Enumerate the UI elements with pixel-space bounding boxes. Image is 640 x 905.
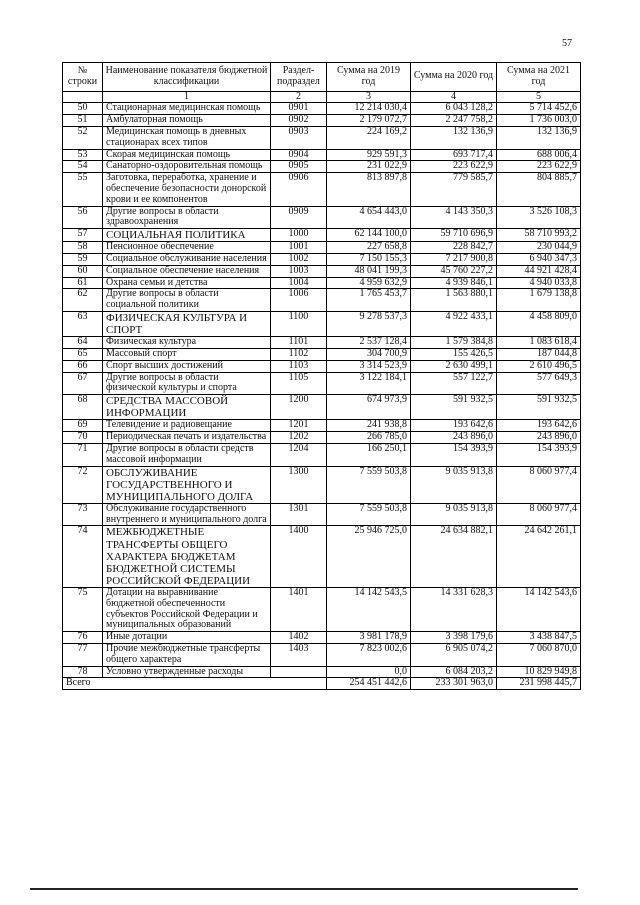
row-amount-2021: 1 736 003,0 (497, 115, 581, 127)
row-code: 1102 (271, 349, 327, 361)
table-row (63, 289, 581, 312)
section-row (63, 526, 581, 587)
row-code (271, 666, 327, 678)
row-amount-2019: 2 179 072,7 (327, 115, 411, 127)
row-number: 60 (63, 265, 103, 277)
row-amount-2021: 223 622,9 (497, 161, 581, 173)
table-row (63, 360, 581, 372)
total-label: Всего (63, 678, 327, 690)
row-amount-2021: 8 060 977,4 (497, 466, 581, 503)
row-amount-2019: 929 591,3 (327, 149, 411, 161)
row-amount-2019: 62 144 100,0 (327, 229, 411, 242)
row-code: 0906 (271, 173, 327, 206)
row-amount-2020: 223 622,9 (411, 161, 497, 173)
row-code: 1003 (271, 265, 327, 277)
row-amount-2019: 25 946 725,0 (327, 526, 411, 587)
row-name: Иные дотации (103, 632, 271, 644)
row-amount-2021: 58 710 993,2 (497, 229, 581, 242)
row-amount-2021: 2 610 496,5 (497, 360, 581, 372)
row-amount-2021: 187 044,8 (497, 349, 581, 361)
row-name: ФИЗИЧЕСКАЯ КУЛЬТУРА И СПОРТ (103, 312, 271, 337)
row-amount-2019: 2 537 128,4 (327, 337, 411, 349)
row-amount-2020: 132 136,9 (411, 126, 497, 149)
table-row (63, 349, 581, 361)
row-amount-2020: 7 217 900,8 (411, 254, 497, 266)
row-name: Массовый спорт (103, 349, 271, 361)
row-amount-2020: 193 642,6 (411, 420, 497, 432)
row-name: Условно утвержденные расходы (103, 666, 271, 678)
row-number: 70 (63, 432, 103, 444)
table-row (63, 277, 581, 289)
row-amount-2021: 688 006,4 (497, 149, 581, 161)
row-code: 1201 (271, 420, 327, 432)
total-2021: 231 998 445,7 (497, 678, 581, 690)
row-name: Другие вопросы в области здравоохранения (103, 206, 271, 229)
row-amount-2019: 166 250,1 (327, 443, 411, 466)
row-name: Санаторно-оздоровительная помощь (103, 161, 271, 173)
row-number: 53 (63, 149, 103, 161)
row-amount-2019: 7 150 155,3 (327, 254, 411, 266)
row-code: 1202 (271, 432, 327, 444)
section-row (63, 466, 581, 503)
row-amount-2019: 4 654 443,0 (327, 206, 411, 229)
row-name: Телевидение и радиовещание (103, 420, 271, 432)
row-amount-2020: 45 760 227,2 (411, 265, 497, 277)
section-row (63, 312, 581, 337)
row-amount-2020: 228 842,7 (411, 242, 497, 254)
row-code: 1300 (271, 466, 327, 503)
row-code: 1401 (271, 587, 327, 631)
row-amount-2021: 1 679 138,8 (497, 289, 581, 312)
row-amount-2020: 243 896,0 (411, 432, 497, 444)
row-amount-2020: 3 398 179,6 (411, 632, 497, 644)
row-number: 50 (63, 103, 103, 115)
row-amount-2019: 304 700,9 (327, 349, 411, 361)
row-amount-2020: 6 043 128,2 (411, 103, 497, 115)
row-amount-2020: 779 585,7 (411, 173, 497, 206)
row-code: 0903 (271, 126, 327, 149)
row-amount-2021: 6 940 347,3 (497, 254, 581, 266)
row-code: 0905 (271, 161, 327, 173)
row-code: 1006 (271, 289, 327, 312)
row-code: 1301 (271, 503, 327, 526)
row-amount-2020: 154 393,9 (411, 443, 497, 466)
row-number: 58 (63, 242, 103, 254)
row-amount-2021: 591 932,5 (497, 395, 581, 420)
row-amount-2019: 4 959 632,9 (327, 277, 411, 289)
row-name: Социальное обеспечение населения (103, 265, 271, 277)
column-number: 5 (497, 91, 581, 103)
bottom-rule (30, 888, 578, 890)
row-number: 64 (63, 337, 103, 349)
table-row (63, 643, 581, 666)
total-row (63, 678, 581, 690)
row-amount-2019: 1 765 453,7 (327, 289, 411, 312)
row-code: 1105 (271, 372, 327, 395)
row-number: 52 (63, 126, 103, 149)
table-row (63, 126, 581, 149)
table-row (63, 206, 581, 229)
row-amount-2019: 7 559 503,8 (327, 466, 411, 503)
row-name: Прочие межбюджетные трансферты общего характера (103, 643, 271, 666)
table-row (63, 161, 581, 173)
row-amount-2019: 7 559 503,8 (327, 503, 411, 526)
row-amount-2020: 591 932,5 (411, 395, 497, 420)
row-amount-2020: 9 035 913,8 (411, 466, 497, 503)
table-row (63, 632, 581, 644)
row-number: 57 (63, 229, 103, 242)
row-amount-2020: 4 143 350,3 (411, 206, 497, 229)
row-amount-2019: 0,0 (327, 666, 411, 678)
row-number: 62 (63, 289, 103, 312)
row-name: Амбулаторная помощь (103, 115, 271, 127)
row-name: Охрана семьи и детства (103, 277, 271, 289)
row-amount-2021: 132 136,9 (497, 126, 581, 149)
row-code: 0901 (271, 103, 327, 115)
row-number: 66 (63, 360, 103, 372)
row-amount-2021: 44 921 428,4 (497, 265, 581, 277)
row-amount-2020: 1 563 880,1 (411, 289, 497, 312)
column-number: 2 (271, 91, 327, 103)
row-amount-2020: 6 905 074,2 (411, 643, 497, 666)
header-row (63, 63, 581, 92)
row-number: 74 (63, 526, 103, 587)
row-number: 63 (63, 312, 103, 337)
row-amount-2019: 3 122 184,1 (327, 372, 411, 395)
row-amount-2021: 804 885,7 (497, 173, 581, 206)
row-amount-2021: 10 829 949,8 (497, 666, 581, 678)
row-code: 1204 (271, 443, 327, 466)
row-code: 0909 (271, 206, 327, 229)
header-2019: Сумма на 2019 год (327, 63, 411, 92)
row-amount-2020: 24 634 882,1 (411, 526, 497, 587)
table-row (63, 173, 581, 206)
row-name: Спорт высших достижений (103, 360, 271, 372)
column-number: 1 (103, 91, 271, 103)
row-amount-2019: 266 785,0 (327, 432, 411, 444)
row-amount-2020: 9 035 913,8 (411, 503, 497, 526)
table-row (63, 432, 581, 444)
row-number: 78 (63, 666, 103, 678)
table-row (63, 115, 581, 127)
table-row (63, 149, 581, 161)
row-amount-2019: 14 142 543,5 (327, 587, 411, 631)
row-amount-2020: 2 247 758,2 (411, 115, 497, 127)
column-number: 3 (327, 91, 411, 103)
row-amount-2019: 12 214 030,4 (327, 103, 411, 115)
row-name: Заготовка, переработка, хранение и обеспечение безопасности донорской крови и ее компонентов (103, 173, 271, 206)
row-name: Другие вопросы в области социальной политики (103, 289, 271, 312)
total-2020: 233 301 963,0 (411, 678, 497, 690)
row-amount-2019: 7 823 002,6 (327, 643, 411, 666)
row-number: 54 (63, 161, 103, 173)
row-amount-2019: 3 314 523,9 (327, 360, 411, 372)
row-number: 51 (63, 115, 103, 127)
row-amount-2020: 4 922 433,1 (411, 312, 497, 337)
row-amount-2019: 674 973,9 (327, 395, 411, 420)
row-name: Медицинская помощь в дневных стационарах всех типов (103, 126, 271, 149)
row-code: 0902 (271, 115, 327, 127)
row-name: Дотации на выравнивание бюджетной обеспеченности субъектов Российской Федерации и муниципальных образований (103, 587, 271, 631)
row-number: 65 (63, 349, 103, 361)
column-number-row (63, 91, 581, 103)
section-row (63, 229, 581, 242)
table-row (63, 265, 581, 277)
row-amount-2019: 3 981 178,9 (327, 632, 411, 644)
row-code: 1402 (271, 632, 327, 644)
row-code: 1001 (271, 242, 327, 254)
table-row (63, 420, 581, 432)
header-name: Наименование показателя бюджетной классификации (103, 63, 271, 92)
row-code: 1004 (271, 277, 327, 289)
row-code: 1403 (271, 643, 327, 666)
row-name: Социальное обслуживание населения (103, 254, 271, 266)
row-number: 67 (63, 372, 103, 395)
row-code: 1002 (271, 254, 327, 266)
header-2021: Сумма на 2021 год (497, 63, 581, 92)
row-amount-2019: 231 022,9 (327, 161, 411, 173)
row-amount-2020: 1 579 384,8 (411, 337, 497, 349)
row-amount-2019: 813 897,8 (327, 173, 411, 206)
row-amount-2019: 241 938,8 (327, 420, 411, 432)
table-row (63, 443, 581, 466)
row-amount-2021: 7 060 870,0 (497, 643, 581, 666)
table-row (63, 587, 581, 631)
column-number (63, 91, 103, 103)
row-name: Периодическая печать и издательства (103, 432, 271, 444)
row-name: СОЦИАЛЬНАЯ ПОЛИТИКА (103, 229, 271, 242)
row-amount-2021: 24 642 261,1 (497, 526, 581, 587)
row-code: 1103 (271, 360, 327, 372)
row-number: 55 (63, 173, 103, 206)
row-number: 68 (63, 395, 103, 420)
row-number: 56 (63, 206, 103, 229)
row-amount-2020: 4 939 846,1 (411, 277, 497, 289)
table-row (63, 103, 581, 115)
row-amount-2021: 4 458 809,0 (497, 312, 581, 337)
row-amount-2019: 48 041 199,3 (327, 265, 411, 277)
row-amount-2020: 2 630 499,1 (411, 360, 497, 372)
row-amount-2021: 4 940 033,8 (497, 277, 581, 289)
row-name: Пенсионное обеспечение (103, 242, 271, 254)
table-row (63, 372, 581, 395)
row-number: 72 (63, 466, 103, 503)
page-number: 57 (562, 38, 572, 49)
row-name: МЕЖБЮДЖЕТНЫЕ ТРАНСФЕРТЫ ОБЩЕГО ХАРАКТЕРА БЮДЖЕТАМ БЮДЖЕТНОЙ СИСТЕМЫ РОССИЙСКОЙ ФЕДЕРАЦИИ (103, 526, 271, 587)
header-num: № строки (63, 63, 103, 92)
row-amount-2021: 8 060 977,4 (497, 503, 581, 526)
row-code: 1000 (271, 229, 327, 242)
row-amount-2021: 14 142 543,6 (497, 587, 581, 631)
row-amount-2020: 557 122,7 (411, 372, 497, 395)
row-number: 59 (63, 254, 103, 266)
row-code: 1101 (271, 337, 327, 349)
row-amount-2019: 9 278 537,3 (327, 312, 411, 337)
row-name: Обслуживание государственного внутреннего и муниципального долга (103, 503, 271, 526)
row-name: Другие вопросы в области физической культуры и спорта (103, 372, 271, 395)
row-amount-2021: 154 393,9 (497, 443, 581, 466)
row-code: 0904 (271, 149, 327, 161)
row-amount-2021: 5 714 452,6 (497, 103, 581, 115)
row-code: 1200 (271, 395, 327, 420)
row-code: 1100 (271, 312, 327, 337)
row-amount-2020: 59 710 696,9 (411, 229, 497, 242)
row-number: 76 (63, 632, 103, 644)
row-number: 73 (63, 503, 103, 526)
row-name: Физическая культура (103, 337, 271, 349)
row-amount-2019: 227 658,8 (327, 242, 411, 254)
row-amount-2021: 3 438 847,5 (497, 632, 581, 644)
row-amount-2020: 6 084 203,2 (411, 666, 497, 678)
row-amount-2019: 224 169,2 (327, 126, 411, 149)
row-number: 77 (63, 643, 103, 666)
row-number: 71 (63, 443, 103, 466)
row-name: Стационарная медицинская помощь (103, 103, 271, 115)
budget-table (62, 62, 581, 690)
row-amount-2020: 14 331 628,3 (411, 587, 497, 631)
row-amount-2020: 693 717,4 (411, 149, 497, 161)
row-amount-2021: 230 044,9 (497, 242, 581, 254)
row-amount-2021: 577 649,3 (497, 372, 581, 395)
row-name: Другие вопросы в области средств массовой информации (103, 443, 271, 466)
row-amount-2021: 243 896,0 (497, 432, 581, 444)
row-number: 69 (63, 420, 103, 432)
column-number: 4 (411, 91, 497, 103)
table-row (63, 503, 581, 526)
section-row (63, 395, 581, 420)
row-code: 1400 (271, 526, 327, 587)
row-name: СРЕДСТВА МАССОВОЙ ИНФОРМАЦИИ (103, 395, 271, 420)
row-name: Скорая медицинская помощь (103, 149, 271, 161)
row-number: 75 (63, 587, 103, 631)
row-amount-2020: 155 426,5 (411, 349, 497, 361)
row-number: 61 (63, 277, 103, 289)
row-amount-2021: 193 642,6 (497, 420, 581, 432)
row-amount-2021: 3 526 108,3 (497, 206, 581, 229)
row-name: ОБСЛУЖИВАНИЕ ГОСУДАРСТВЕННОГО И МУНИЦИПАЛЬНОГО ДОЛГА (103, 466, 271, 503)
table-row (63, 254, 581, 266)
table-row (63, 242, 581, 254)
header-2020: Сумма на 2020 год (411, 63, 497, 92)
table-row (63, 666, 581, 678)
total-2019: 254 451 442,6 (327, 678, 411, 690)
table-row (63, 337, 581, 349)
row-amount-2021: 1 083 618,4 (497, 337, 581, 349)
header-code: Раздел-подраздел (271, 63, 327, 92)
